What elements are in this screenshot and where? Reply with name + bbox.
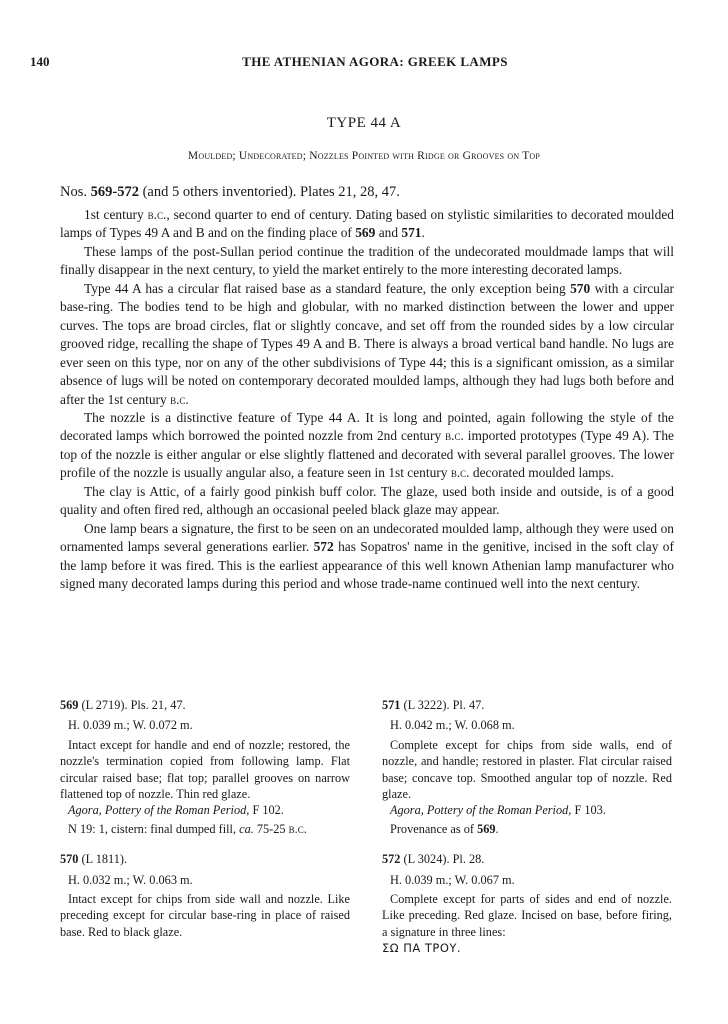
paragraph-signature: One lamp bears a signature, the first to be seen on an undecorated moulded lamp, although they were used on ornamented lamps several generations earlier. 572 has Sopatros' name in the genitive, incised in the soft clay of the lamp before it was fired. This is the earliest appearance of this well known Athenian lamp manufacturer who signed many decorated lamps during this period and whose trade-name continued well into the next century. [60,520,674,592]
entry-provenance: Provenance as of 569. [390,821,499,836]
paragraph-tradition: These lamps of the post-Sullan period continue the tradition of the undecorated mouldmade lamps that will finally disappear in the next century, to yield the market entirely to the more interesting decorated lamps. [60,243,674,278]
nos-range: 569-572 [90,184,139,200]
entry-description: Intact except for chips from side wall and nozzle. Like preceding except for circular base-ring in place of raised base. Red to black glaze. [60,892,350,939]
catalog-entry-571 [382,697,672,837]
catalog-entry-570 [60,851,350,940]
catalog-entry-572 [382,851,672,956]
entry-heading: 571 (L 3222). Pl. 47. [382,698,485,712]
entry-context: N 19: 1, cistern: final dumped fill, ca. 75-25 b.c. [68,821,307,836]
paragraph-shape: Type 44 A has a circular flat raised base as a standard feature, the only exception being 570 with a circular base-ring. The bodies tend to be high and globular, with no marked distinction between the lower and upper curves. The tops are broad circles, flat or slightly concave, and set off from the rounded sides by a low circular grooved ridge, recalling the shape of Types 49 A and B. There is always a broad vertical band handle. No lugs are ever seen on this type, nor on any of the other subdivisions of Type 44; this is a significant omission, as a similar absence of lugs will be noted on contemporary decorated moulded lamps, although they had lugs both before and after the 1st century b.c. [60,280,674,407]
entry-heading: 572 (L 3024). Pl. 28. [382,852,485,867]
catalog-column-left [60,697,350,948]
paragraph-dating: 1st century b.c., second quarter to end of century. Dating based on stylistic similarities to decorated moulded lamps of Types 49 A and B and on the finding place of 569 and 571. [60,207,674,241]
entry-dimensions: H. 0.039 m.; W. 0.072 m. [68,718,193,733]
entry-dimensions: H. 0.039 m.; W. 0.067 m. [390,872,515,887]
nos-rest: (and 5 others inventoried). Plates 21, 28, 47. [142,184,400,200]
entry-description: Intact except for handle and end of nozzle; restored, the nozzle's termination copied from following lamp. Flat circular raised base; flat top; parallel grooves on narrow flattened top of nozzle. Thin red glaze. [60,737,350,802]
running-title: THE ATHENIAN AGORA: GREEK LAMPS [242,54,508,69]
section-subtitle: Moulded; Undecorated; Nozzles Pointed with Ridge or Grooves on Top [187,150,541,162]
page-number: 140 [30,54,50,69]
body-text [60,206,674,594]
nos-label: Nos. [60,184,87,200]
entry-heading: 570 (L 1811). [60,852,128,867]
catalog-numbers-line [60,184,680,201]
type-title: TYPE 44 A [326,115,402,131]
entry-reference: Agora, Pottery of the Roman Period, F 103. [390,803,606,818]
entry-signature: ΣΩ ΠΑ ΤΡΟΥ. [382,941,462,956]
entry-dimensions: H. 0.032 m.; W. 0.063 m. [68,872,193,887]
catalog-column-right [382,697,672,965]
entry-description: Complete except for parts of sides and end of nozzle. Like preceding. Red glaze. Incised on base, before firing, a signature in three lines: [382,892,672,939]
paragraph-clay: The clay is Attic, of a fairly good pinkish buff color. The glaze, used both inside and outside, is of a good quality and often fired red, although an occasional peeled black glaze may appear. [60,483,674,518]
entry-heading: 569 (L 2719). Pls. 21, 47. [60,698,186,712]
entry-reference: Agora, Pottery of the Roman Period, F 102. [68,803,284,818]
catalog-entry-569 [60,697,350,837]
entry-dimensions: H. 0.042 m.; W. 0.068 m. [390,718,515,733]
paragraph-nozzle: The nozzle is a distinctive feature of Type 44 A. It is long and pointed, again following the style of the decorated lamps which borrowed the pointed nozzle from 2nd century b.c. imported prototypes (Type 49 A). The top of the nozzle is either angular or else slightly flattened and decorated with several parallel grooves. The lower profile of the nozzle is usually angular also, a feature seen in 1st century b.c. decorated moulded lamps. [60,409,674,481]
entry-description: Complete except for chips from side walls, end of nozzle, and handle; restored in plaster. Flat circular raised base; concave top. Smoothed angular top of nozzle. Red glaze. [382,737,672,802]
